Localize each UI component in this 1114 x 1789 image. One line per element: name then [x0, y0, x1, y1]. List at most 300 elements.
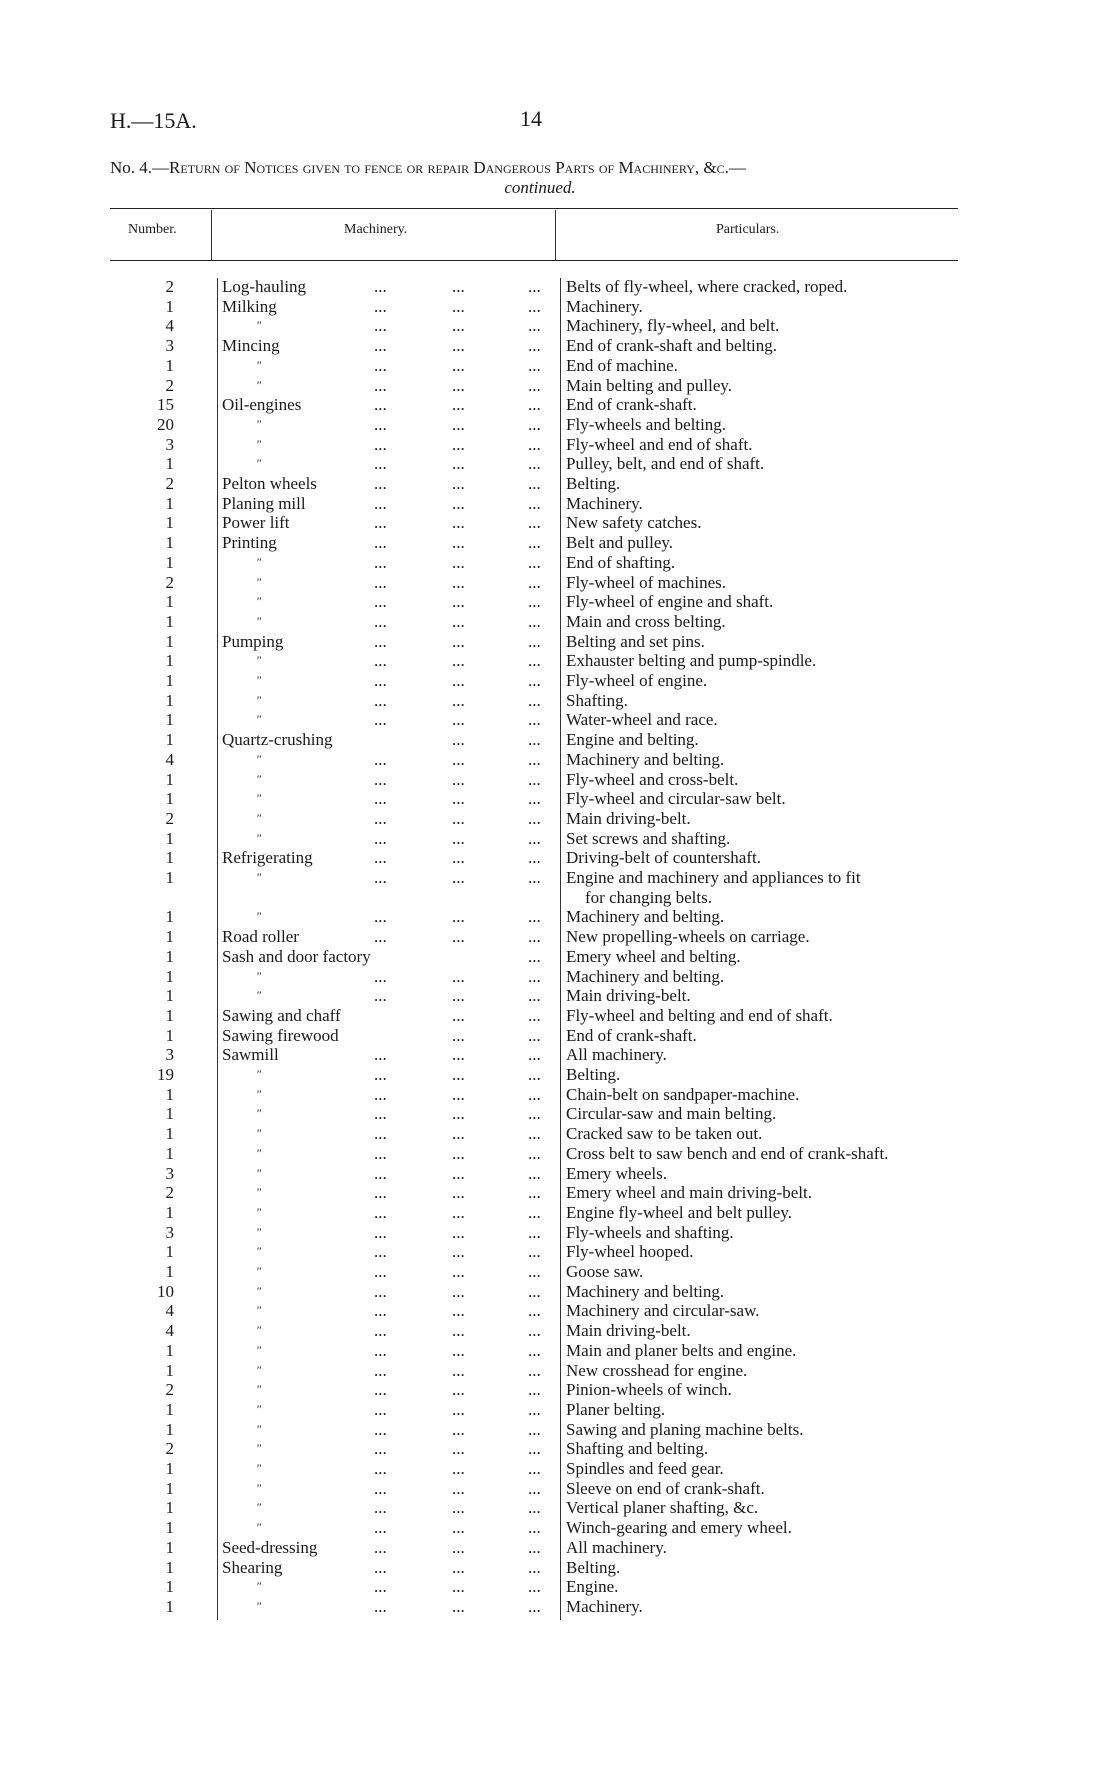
- leader-dots: ...: [528, 1281, 541, 1301]
- row-particulars: Fly-wheel of engine and shaft.: [566, 592, 774, 612]
- leader-dots: ...: [528, 1143, 541, 1163]
- leader-dots: ...: [374, 710, 387, 730]
- leader-dots: ...: [452, 1498, 465, 1518]
- leader-dots: ...: [374, 1202, 387, 1222]
- leader-dots: ...: [528, 651, 541, 671]
- leader-dots: ...: [452, 769, 465, 789]
- row-number: 1: [165, 1459, 174, 1478]
- table-row: [0, 710, 1114, 730]
- leader-dots: ...: [374, 1537, 387, 1557]
- row-particulars: All machinery.: [566, 1537, 667, 1557]
- table-row: [0, 1439, 1114, 1459]
- leader-dots: ...: [374, 651, 387, 671]
- leader-dots: ...: [528, 1380, 541, 1400]
- leader-dots: ...: [528, 1596, 541, 1616]
- row-machinery: ": [256, 554, 262, 569]
- leader-dots: ...: [374, 493, 387, 513]
- row-number: 4: [165, 1321, 174, 1341]
- row-particulars: Engine and belting.: [566, 730, 699, 750]
- row-machinery: ": [256, 574, 262, 589]
- row-particulars: Emery wheels.: [566, 1163, 668, 1183]
- row-machinery: Sawing and chaff: [222, 1005, 341, 1025]
- table-row: [0, 1104, 1114, 1124]
- row-machinery: Pumping: [222, 631, 284, 651]
- row-number: 2: [165, 277, 174, 296]
- leader-dots: ...: [528, 592, 541, 612]
- row-machinery: Power lift: [222, 513, 290, 533]
- row-machinery: Planing mill: [222, 493, 306, 513]
- table-row: [0, 1242, 1114, 1262]
- leader-dots: ...: [452, 1478, 465, 1498]
- leader-dots: ...: [374, 1360, 387, 1380]
- row-number: 1: [165, 1399, 174, 1419]
- table-row: [0, 316, 1114, 336]
- leader-dots: ...: [374, 1340, 387, 1360]
- leader-dots: ...: [452, 1124, 465, 1144]
- row-particulars: Fly-wheel of machines.: [566, 572, 727, 592]
- row-machinery: ": [256, 1185, 262, 1200]
- leader-dots: ...: [374, 868, 387, 887]
- leader-dots: ...: [452, 828, 465, 848]
- table-row: [0, 494, 1114, 514]
- leader-dots: ...: [528, 1084, 541, 1104]
- row-machinery: ": [256, 673, 262, 687]
- row-machinery: Oil-engines: [222, 395, 302, 415]
- row-particulars-continued: for changing belts.: [585, 887, 712, 907]
- leader-dots: ...: [374, 611, 387, 631]
- row-number: 1: [165, 1104, 174, 1124]
- leader-dots: ...: [528, 355, 541, 375]
- row-number: 1: [165, 296, 174, 316]
- row-number: 19: [157, 1065, 174, 1084]
- leader-dots: ...: [452, 316, 465, 336]
- row-number: 1: [165, 966, 174, 986]
- leader-dots: ...: [452, 749, 465, 769]
- row-number: 1: [165, 1419, 174, 1439]
- row-number: 1: [165, 769, 174, 789]
- leader-dots: ...: [452, 651, 465, 671]
- leader-dots: ...: [374, 1143, 387, 1163]
- row-particulars: Main driving-belt.: [566, 808, 691, 828]
- leader-dots: ...: [374, 316, 387, 336]
- row-particulars: Machinery and belting.: [566, 907, 725, 927]
- table-row: [0, 1538, 1114, 1558]
- leader-dots: ...: [374, 474, 387, 493]
- leader-dots: ...: [374, 395, 387, 415]
- row-particulars: Belting.: [566, 1065, 621, 1084]
- leader-dots: ...: [374, 966, 387, 986]
- row-particulars: End of machine.: [566, 355, 678, 375]
- row-particulars: Fly-wheel and end of shaft.: [566, 434, 753, 454]
- leader-dots: ...: [528, 572, 541, 592]
- row-machinery: ": [256, 1323, 262, 1338]
- table-row: [0, 1045, 1114, 1065]
- row-machinery: ": [256, 456, 262, 471]
- row-particulars: Driving-belt of countershaft.: [566, 848, 761, 868]
- leader-dots: ...: [452, 1518, 465, 1538]
- row-machinery: ": [256, 1244, 262, 1259]
- leader-dots: ...: [374, 296, 387, 316]
- leader-dots: ...: [452, 1340, 465, 1360]
- row-machinery: ": [256, 357, 262, 372]
- leader-dots: ...: [452, 1281, 465, 1301]
- leader-dots: ...: [528, 316, 541, 336]
- leader-dots: ...: [452, 1262, 465, 1281]
- leader-dots: ...: [374, 336, 387, 356]
- table-row: [0, 730, 1114, 750]
- leader-dots: ...: [452, 1557, 465, 1577]
- row-number: 1: [165, 1557, 174, 1577]
- header-divider-2: [555, 210, 556, 260]
- column-header-machinery: Machinery.: [344, 222, 408, 237]
- leader-dots: ...: [452, 868, 465, 887]
- leader-dots: ...: [528, 395, 541, 415]
- row-particulars: Shafting.: [566, 690, 628, 710]
- row-particulars: Fly-wheel and cross-belt.: [566, 769, 739, 789]
- row-machinery: Refrigerating: [222, 848, 313, 868]
- leader-dots: ...: [528, 1478, 541, 1498]
- leader-dots: ...: [374, 1459, 387, 1478]
- row-machinery: ": [256, 1086, 262, 1101]
- leader-dots: ...: [452, 1025, 465, 1045]
- leader-dots: ...: [374, 454, 387, 474]
- leader-dots: ...: [452, 1439, 465, 1459]
- table-row: [0, 829, 1114, 849]
- table-row: [0, 592, 1114, 612]
- table-row: [0, 277, 1114, 297]
- row-particulars: End of crank-shaft.: [566, 1025, 697, 1045]
- leader-dots: ...: [374, 533, 387, 553]
- row-number: 2: [165, 1380, 174, 1400]
- title-prefix: No. 4.—: [110, 158, 170, 177]
- row-particulars: Belts of fly-wheel, where cracked, roped.: [566, 277, 848, 296]
- leader-dots: ...: [452, 1065, 465, 1084]
- leader-dots: ...: [374, 1498, 387, 1518]
- row-number: 10: [157, 1281, 174, 1301]
- leader-dots: ...: [374, 414, 387, 434]
- leader-dots: ...: [528, 414, 541, 434]
- row-number: 1: [165, 1340, 174, 1360]
- row-particulars: Machinery and belting.: [566, 749, 725, 769]
- table-row: [0, 474, 1114, 494]
- row-machinery: Sawing firewood: [222, 1025, 339, 1045]
- row-number: 1: [165, 927, 174, 947]
- row-machinery: ": [256, 1520, 262, 1535]
- row-machinery: Sash and door factory: [222, 946, 371, 966]
- row-particulars: Machinery and belting.: [566, 966, 725, 986]
- table-row: [0, 1085, 1114, 1105]
- leader-dots: ...: [452, 277, 465, 296]
- row-number: 3: [165, 336, 174, 356]
- row-machinery: ": [256, 692, 262, 707]
- row-number: 1: [165, 1360, 174, 1380]
- table-row: [0, 1341, 1114, 1361]
- leader-dots: ...: [528, 513, 541, 533]
- leader-dots: ...: [528, 1321, 541, 1341]
- row-number: 3: [165, 1163, 174, 1183]
- row-machinery: ": [256, 791, 262, 806]
- row-machinery: Printing: [222, 533, 277, 553]
- row-particulars: Cracked saw to be taken out.: [566, 1124, 763, 1144]
- leader-dots: ...: [374, 592, 387, 612]
- leader-dots: ...: [452, 493, 465, 513]
- leader-dots: ...: [528, 789, 541, 809]
- row-number: 1: [165, 355, 174, 375]
- leader-dots: ...: [374, 848, 387, 868]
- table-row: [0, 513, 1114, 533]
- leader-dots: ...: [528, 749, 541, 769]
- leader-dots: ...: [374, 1262, 387, 1281]
- leader-dots: ...: [452, 1577, 465, 1597]
- row-particulars: Goose saw.: [566, 1262, 644, 1281]
- leader-dots: ...: [452, 1163, 465, 1183]
- leader-dots: ...: [528, 769, 541, 789]
- leader-dots: ...: [528, 1518, 541, 1538]
- leader-dots: ...: [452, 611, 465, 631]
- leader-dots: ...: [528, 1065, 541, 1084]
- row-particulars: Circular-saw and main belting.: [566, 1104, 777, 1124]
- table-top-rule: [110, 208, 958, 209]
- leader-dots: ...: [374, 434, 387, 454]
- row-particulars: Machinery.: [566, 1596, 643, 1616]
- leader-dots: ...: [374, 1518, 387, 1538]
- leader-dots: ...: [452, 927, 465, 947]
- leader-dots: ...: [374, 769, 387, 789]
- row-machinery: ": [256, 1283, 262, 1298]
- row-number: 1: [165, 513, 174, 533]
- row-particulars: Pulley, belt, and end of shaft.: [566, 454, 765, 474]
- table-row: [0, 1282, 1114, 1302]
- leader-dots: ...: [528, 1222, 541, 1242]
- leader-dots: ...: [374, 1419, 387, 1439]
- table-row: [0, 533, 1114, 553]
- row-particulars: Sleeve on end of crank-shaft.: [566, 1478, 765, 1498]
- leader-dots: ...: [452, 1537, 465, 1557]
- row-machinery: Shearing: [222, 1557, 283, 1577]
- leader-dots: ...: [528, 336, 541, 356]
- row-particulars: Main driving-belt.: [566, 986, 691, 1006]
- leader-dots: ...: [374, 1084, 387, 1104]
- leader-dots: ...: [374, 631, 387, 651]
- leader-dots: ...: [528, 296, 541, 316]
- leader-dots: ...: [452, 789, 465, 809]
- leader-dots: ...: [528, 552, 541, 572]
- leader-dots: ...: [528, 868, 541, 887]
- table-row: [0, 1301, 1114, 1321]
- table-row: [0, 435, 1114, 455]
- table-row: [0, 986, 1114, 1006]
- row-number: 1: [165, 533, 174, 553]
- leader-dots: ...: [374, 572, 387, 592]
- row-machinery: ": [256, 909, 262, 924]
- leader-dots: ...: [528, 1005, 541, 1025]
- row-number: 1: [165, 631, 174, 651]
- leader-dots: ...: [374, 1104, 387, 1124]
- row-machinery: Sawmill: [222, 1045, 279, 1065]
- table-row: [0, 415, 1114, 435]
- leader-dots: ...: [374, 1065, 387, 1084]
- table-row: [0, 1380, 1114, 1400]
- row-particulars: New propelling-wheels on carriage.: [566, 927, 810, 947]
- row-particulars: Fly-wheel and circular-saw belt.: [566, 789, 786, 809]
- table-row: [0, 612, 1114, 632]
- leader-dots: ...: [452, 1321, 465, 1341]
- table-row: [0, 947, 1114, 967]
- row-number: 2: [165, 1439, 174, 1459]
- table-row: [0, 907, 1114, 927]
- row-machinery: ": [256, 653, 262, 668]
- leader-dots: ...: [528, 533, 541, 553]
- row-number: 1: [165, 986, 174, 1006]
- row-machinery: ": [256, 771, 262, 786]
- leader-dots: ...: [452, 1399, 465, 1419]
- row-machinery: ": [256, 1480, 262, 1495]
- row-particulars: Machinery and belting.: [566, 1281, 725, 1301]
- leader-dots: ...: [374, 749, 387, 769]
- leader-dots: ...: [528, 848, 541, 868]
- column-header-number: Number.: [128, 222, 177, 237]
- leader-dots: ...: [374, 671, 387, 690]
- leader-dots: ...: [374, 1281, 387, 1301]
- header-divider-1: [211, 210, 212, 260]
- table-row: [0, 1026, 1114, 1046]
- leader-dots: ...: [452, 1202, 465, 1222]
- row-machinery: ": [256, 1126, 262, 1141]
- row-particulars: End of shafting.: [566, 552, 676, 572]
- leader-dots: ...: [528, 808, 541, 828]
- row-particulars: Pinion-wheels of winch.: [566, 1380, 732, 1400]
- leader-dots: ...: [452, 355, 465, 375]
- row-particulars: Exhauster belting and pump-spindle.: [566, 651, 817, 671]
- table-row: [0, 1459, 1114, 1479]
- row-machinery: ": [256, 1342, 262, 1357]
- leader-dots: ...: [528, 631, 541, 651]
- table-row: [0, 809, 1114, 829]
- row-number: 4: [165, 749, 174, 769]
- row-machinery: ": [256, 1598, 262, 1613]
- leader-dots: ...: [374, 1183, 387, 1203]
- row-particulars: Fly-wheel of engine.: [566, 671, 708, 690]
- table-row: [0, 651, 1114, 671]
- row-particulars: Shafting and belting.: [566, 1439, 709, 1459]
- leader-dots: ...: [374, 1557, 387, 1577]
- row-particulars: Main belting and pulley.: [566, 375, 733, 395]
- leader-dots: ...: [528, 1301, 541, 1321]
- row-number: 1: [165, 848, 174, 868]
- row-machinery: Seed-dressing: [222, 1537, 318, 1557]
- leader-dots: ...: [452, 1380, 465, 1400]
- leader-dots: ...: [452, 1596, 465, 1616]
- table-row: [0, 1006, 1114, 1026]
- row-machinery: ": [256, 1382, 262, 1397]
- leader-dots: ...: [528, 1577, 541, 1597]
- row-machinery: ": [256, 1500, 262, 1515]
- leader-dots: ...: [452, 513, 465, 533]
- table-row: [0, 1577, 1114, 1597]
- leader-dots: ...: [528, 474, 541, 493]
- row-particulars: Fly-wheels and shafting.: [566, 1222, 734, 1242]
- row-particulars: Engine fly-wheel and belt pulley.: [566, 1202, 792, 1222]
- leader-dots: ...: [452, 907, 465, 927]
- leader-dots: ...: [452, 631, 465, 651]
- leader-dots: ...: [374, 1321, 387, 1341]
- row-particulars: Machinery, fly-wheel, and belt.: [566, 316, 780, 336]
- row-machinery: ": [256, 1303, 262, 1318]
- row-machinery: ": [256, 1441, 262, 1456]
- leader-dots: ...: [528, 1124, 541, 1144]
- leader-dots: ...: [528, 434, 541, 454]
- leader-dots: ...: [374, 1242, 387, 1262]
- table-row: [0, 1223, 1114, 1243]
- leader-dots: ...: [452, 730, 465, 750]
- leader-dots: ...: [528, 1045, 541, 1065]
- row-machinery: ": [256, 416, 262, 431]
- leader-dots: ...: [528, 1242, 541, 1262]
- row-number: 1: [165, 1025, 174, 1045]
- row-machinery: ": [256, 1067, 262, 1081]
- row-number: 1: [165, 828, 174, 848]
- row-number: 1: [165, 1124, 174, 1144]
- row-number: 1: [165, 946, 174, 966]
- row-machinery: ": [256, 377, 262, 392]
- leader-dots: ...: [374, 1222, 387, 1242]
- table-row: [0, 1164, 1114, 1184]
- table-row: [0, 356, 1114, 376]
- leader-dots: ...: [374, 1301, 387, 1321]
- row-machinery: ": [256, 1264, 262, 1278]
- leader-dots: ...: [528, 1202, 541, 1222]
- table-row: [0, 1321, 1114, 1341]
- table-row: [0, 395, 1114, 415]
- row-number: 2: [165, 375, 174, 395]
- row-number: 4: [165, 1301, 174, 1321]
- leader-dots: ...: [374, 1045, 387, 1065]
- row-machinery: ": [256, 751, 262, 766]
- leader-dots: ...: [528, 1399, 541, 1419]
- table-row: [0, 336, 1114, 356]
- row-number: 1: [165, 868, 174, 887]
- row-machinery: ": [256, 1204, 262, 1219]
- leader-dots: ...: [374, 690, 387, 710]
- column-header-particulars: Particulars.: [716, 222, 780, 237]
- leader-dots: ...: [374, 1163, 387, 1183]
- leader-dots: ...: [374, 1399, 387, 1419]
- row-number: 2: [165, 474, 174, 493]
- leader-dots: ...: [452, 1301, 465, 1321]
- table-row: [0, 1479, 1114, 1499]
- leader-dots: ...: [452, 848, 465, 868]
- table-row: [0, 1065, 1114, 1085]
- leader-dots: ...: [374, 828, 387, 848]
- table-row: [0, 573, 1114, 593]
- leader-dots: ...: [528, 828, 541, 848]
- leader-dots: ...: [452, 375, 465, 395]
- leader-dots: ...: [528, 1025, 541, 1045]
- table-row: [0, 376, 1114, 396]
- row-particulars: Spindles and feed gear.: [566, 1459, 724, 1478]
- row-machinery: ": [256, 1145, 262, 1160]
- leader-dots: ...: [528, 671, 541, 690]
- row-particulars: Machinery and circular-saw.: [566, 1301, 760, 1321]
- row-number: 3: [165, 1045, 174, 1065]
- leader-dots: ...: [452, 690, 465, 710]
- row-machinery: ": [256, 1579, 262, 1594]
- row-number: 1: [165, 730, 174, 750]
- row-number: 1: [165, 1084, 174, 1104]
- row-particulars: Emery wheel and main driving-belt.: [566, 1183, 812, 1203]
- leader-dots: ...: [452, 1242, 465, 1262]
- leader-dots: ...: [528, 277, 541, 296]
